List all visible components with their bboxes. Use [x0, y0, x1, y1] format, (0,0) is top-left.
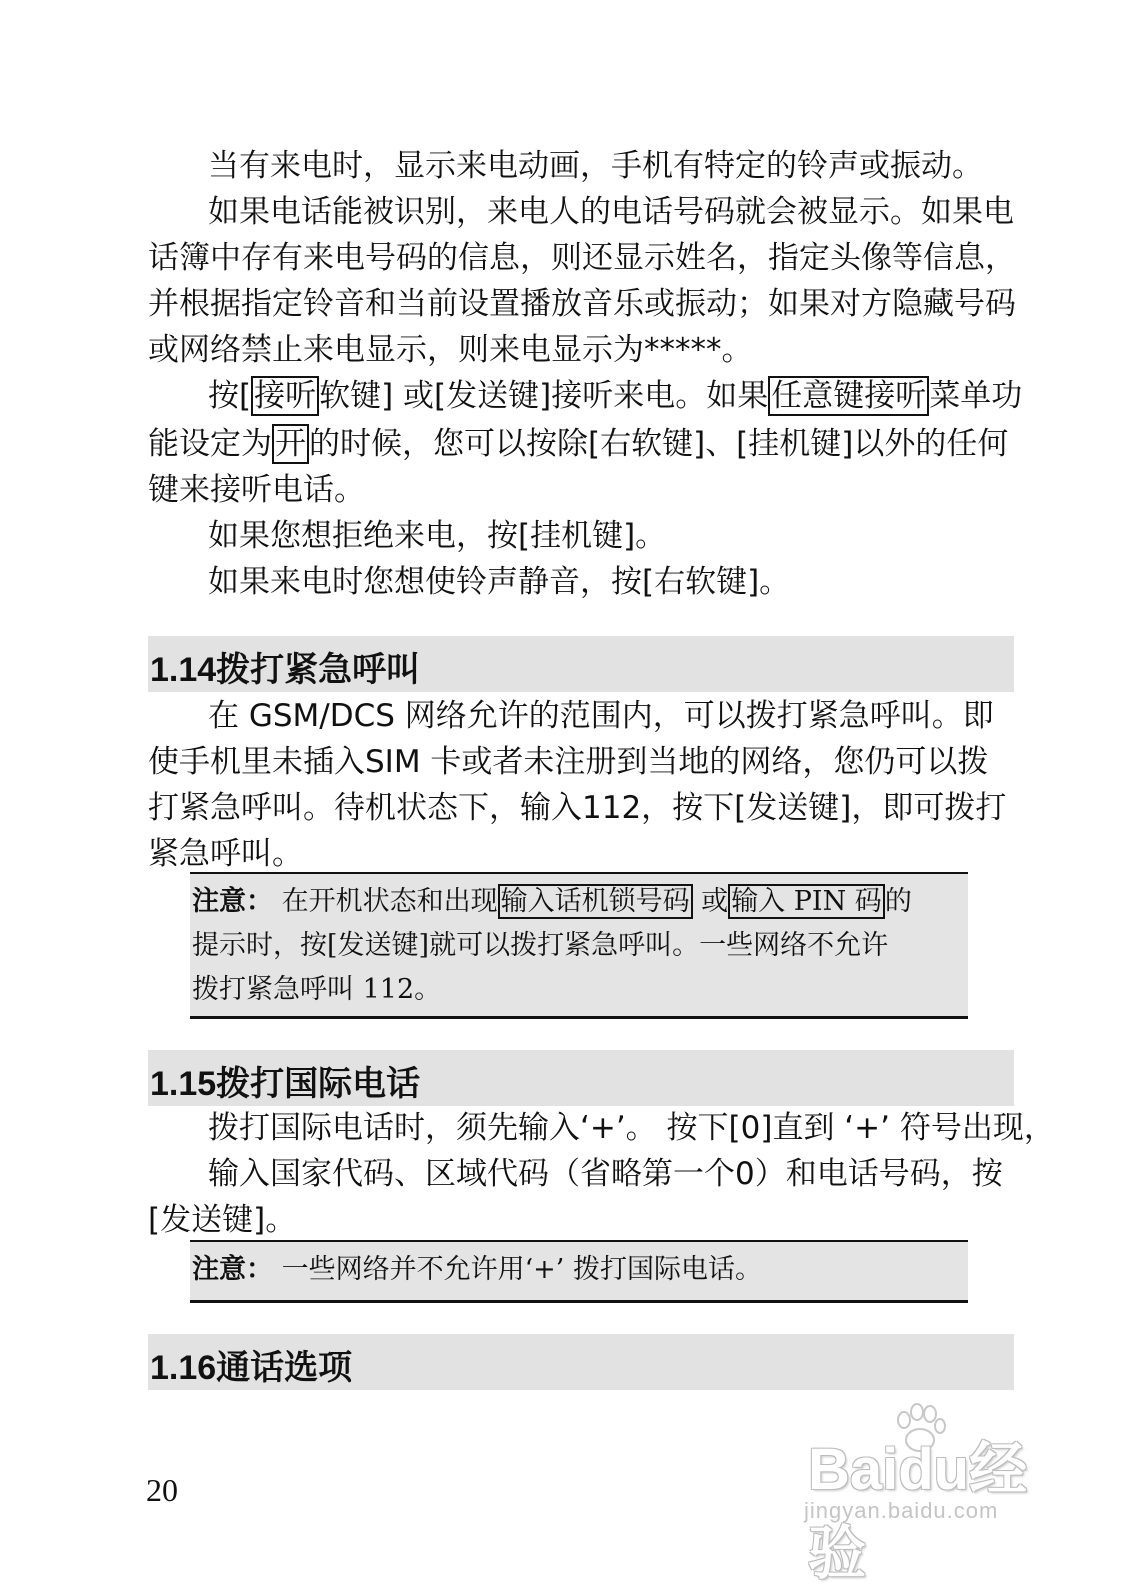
body-line: 如果来电时您想使铃声静音，按[右软键]。 [208, 564, 791, 600]
body-line: [发送键]。 [148, 1202, 297, 1238]
watermark-logo: Baidu经验 [808, 1437, 1028, 1586]
body-line: 输入国家代码、区域代码（省略第一个0）和电话号码，按 [208, 1156, 1003, 1192]
note-line: 拨打紧急呼叫 112。 [192, 974, 442, 1005]
section-heading [148, 1050, 1014, 1106]
menu-term-box: 开 [272, 424, 309, 464]
text-run: 按[ [208, 378, 252, 414]
section-heading [148, 636, 1014, 692]
menu-term-box: 任意键接听 [768, 376, 929, 416]
watermark-url: jingyan.baidu.com [804, 1498, 999, 1523]
body-line: 如果您想拒绝来电，按[挂机键]。 [208, 518, 667, 554]
note-line [192, 1250, 762, 1290]
text-run: 能设定为 [148, 426, 272, 462]
body-line: 打紧急呼叫。待机状态下，输入112，按下[发送键]，即可拨打 [148, 790, 1007, 826]
note-line: 提示时，按[发送键]就可以拨打紧急呼叫。一些网络不允许 [192, 930, 889, 961]
note-box [190, 872, 968, 1019]
body-line: 或网络禁止来电显示，则来电显示为*****。 [148, 332, 753, 368]
note-line [192, 882, 912, 922]
body-line: 键来接听电话。 [148, 472, 365, 508]
body-line: 紧急呼叫。 [148, 836, 303, 872]
prompt-term-box: 输入 PIN 码 [728, 884, 885, 919]
section-heading-text: 1.15拨打国际电话 [150, 1065, 421, 1103]
body-line [208, 374, 1022, 418]
body-line: 拨打国际电话时，须先输入‘+’。 按下[0]直到 ‘+’ 符号出现， [208, 1110, 1055, 1146]
body-line: 在 GSM/DCS 网络允许的范围内，可以拨打紧急呼叫。即 [208, 698, 994, 734]
note-box [190, 1240, 968, 1303]
text-run: 在开机状态和出现 [273, 886, 498, 917]
baidu-watermark [798, 1402, 1068, 1586]
text-run: 软键] 或[发送键]接听来电。如果 [319, 378, 769, 414]
menu-term-box: 接听 [251, 376, 319, 416]
note-label: 注意： [192, 886, 273, 917]
text-run: 或 [692, 886, 729, 917]
text-run: 的时候，您可以按除[右软键]、[挂机键]以外的任何 [309, 426, 1009, 462]
body-line: 使手机里未插入SIM 卡或者未注册到当地的网络，您仍可以拨 [148, 744, 989, 780]
text-run: 的 [884, 886, 912, 917]
text-run: 一些网络并不允许用‘+’ 拨打国际电话。 [273, 1254, 762, 1285]
body-line: 如果电话能被识别，来电人的电话号码就会被显示。如果电 [208, 194, 1014, 230]
note-label: 注意： [192, 1254, 273, 1285]
section-heading-text: 1.16通话选项 [150, 1349, 353, 1387]
body-line: 话簿中存有来电号码的信息，则还显示姓名，指定头像等信息， [148, 240, 1016, 276]
prompt-term-box: 输入话机锁号码 [498, 884, 693, 919]
body-line: 并根据指定铃音和当前设置播放音乐或振动；如果对方隐藏号码 [148, 286, 1016, 322]
section-heading-text: 1.14拨打紧急呼叫 [150, 651, 421, 689]
page-number: 20 [146, 1472, 178, 1508]
section-heading [148, 1334, 1014, 1390]
body-line [148, 422, 1008, 466]
text-run: 菜单功 [929, 378, 1023, 414]
body-line: 当有来电时，显示来电动画，手机有特定的铃声或振动。 [208, 148, 983, 184]
